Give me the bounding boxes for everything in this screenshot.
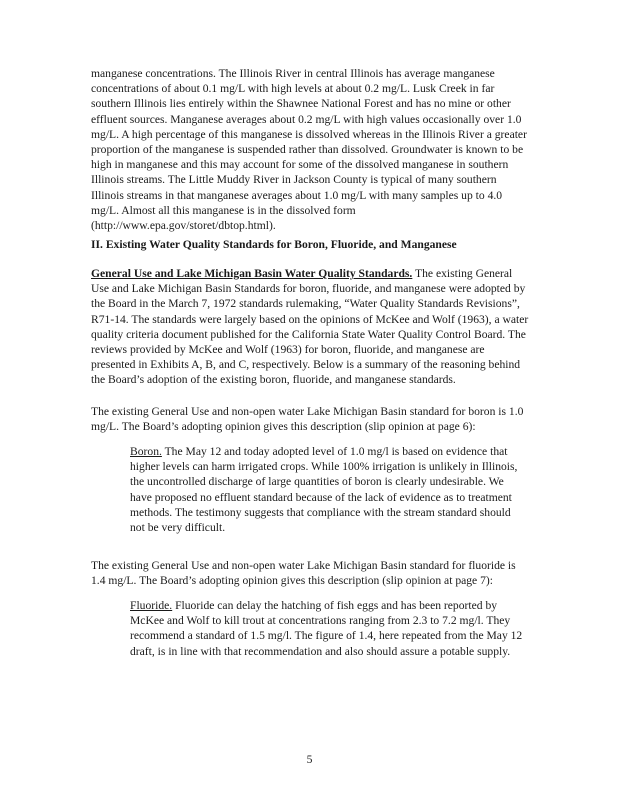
boron-quote <box>130 444 525 535</box>
intro-paragraph: manganese concentrations. The Illinois River in central Illinois has average manganese concentrations of about 0.1 mg/L with high levels at about 0.2 mg/L. Lusk Creek in far southern Illinois lies entirely within the Shawnee National Forest and has no mine or other effluent sources. Manganese averages about 0.2 mg/L with high values occasionally over 1.0 mg/L. A high percentage of this manganese is dissolved whereas in the Illinois River a greater proportion of the manganese is suspended rather than dissolved. Groundwater is known to be high in manganese and this may account for some of the dissolved manganese in southern Illinois streams. The Little Muddy River in Jackson County is typical of many southern Illinois streams in that manganese averages about 1.0 mg/L with many samples up to 4.0 mg/L. Almost all this manganese is in the dissolved form (http://www.epa.gov/storet/dbtop.html). <box>91 67 527 233</box>
boron-intro: The existing General Use and non-open water Lake Michigan Basin standard for boron is 1.0 mg/L. The Board’s adopting opinion gives this description (slip opinion at page 6): <box>91 405 524 434</box>
page-number: 5 <box>306 753 313 766</box>
standards-body: The existing General Use and Lake Michigan Basin Standards for boron, fluoride, and manganese were adopted by the Board in the March 7, 1972 standards rulemaking, “Water Quality Standards Revisions”, R71-14. The standards were largely based on the opinions of McKee and Wolf (1963), a water quality criteria document published for the California State Water Quality Control Board. The reviews provided by McKee and Wolf (1963) for boron, fluoride, and manganese are presented in Exhibits A, B, and C, respectively. Below is a summary of the reasoning behind the Board’s adoption of the existing boron, fluoride, and manganese standards. <box>91 267 529 387</box>
standards-heading: General Use and Lake Michigan Basin Water Quality Standards. <box>91 267 413 280</box>
fluoride-intro: The existing General Use and non-open water Lake Michigan Basin standard for fluoride is 1.4 mg/L. The Board’s adopting opinion gives this description (slip opinion at page 7): <box>91 559 516 588</box>
standards-paragraph <box>91 266 531 388</box>
boron-label: Boron. <box>130 445 162 458</box>
fluoride-label: Fluoride. <box>130 599 173 612</box>
section-heading: II. Existing Water Quality Standards for Boron, Fluoride, and Manganese <box>91 238 457 251</box>
fluoride-quote-text: Fluoride can delay the hatching of fish eggs and has been reported by McKee and Wolf to kill trout at concentrations ranging from 2.3 to 7.2 mg/l. They recommend a standard of 1.5 mg/l. The figure of 1.4, here repeated from the May 12 draft, is in line with that recommendation and also should assure a potable supply. <box>130 599 523 658</box>
boron-quote-text: The May 12 and today adopted level of 1.0 mg/l is based on evidence that higher levels can harm irrigated crops. While 100% irrigation is unlikely in Illinois, the uncontrolled discharge of large quantities of boron is clearly undesirable. We have proposed no effluent standard because of the lack of evidence as to treatment methods. The testimony suggests that compliance with the stream standard should not be very difficult. <box>130 445 518 535</box>
fluoride-quote <box>130 598 525 659</box>
